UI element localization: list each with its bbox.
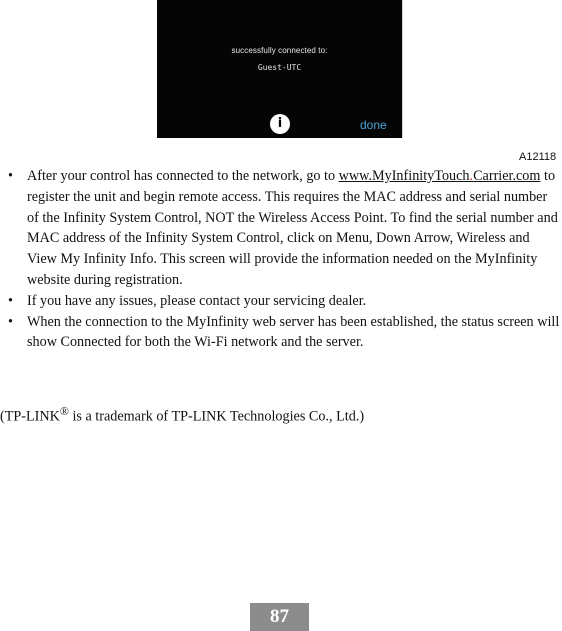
bullet-icon: • — [8, 292, 13, 309]
bullet-text: When the connection to the MyInfinity web server has been established, the status screen will show Connected for both the Wi-Fi network and the server. — [27, 313, 560, 351]
link-text-start: www.MyInfinityTouch — [338, 168, 470, 184]
bullet-text-rest: to register the unit and begin remote access. This requires the MAC address and serial number of the Infinity System Control, NOT the Wireless Access Point. To find the serial number and MAC address of the Infinity System Control, click on Menu, Down Arrow, Wireless and View My Infinity Info. This screen will provide the information needed on the MyInfinity website during registration. — [27, 168, 558, 288]
list-item — [8, 312, 560, 354]
network-name: Guest-UTC — [257, 63, 302, 72]
info-icon[interactable]: i — [270, 114, 290, 134]
link-text-end: Carrier.com — [473, 168, 541, 184]
page-number: 87 — [250, 603, 309, 631]
trademark-text-end: is a trademark of TP-LINK Technologies Co., Ltd.) — [68, 408, 365, 425]
list-item — [8, 166, 560, 291]
bullet-icon: • — [8, 313, 13, 330]
trademark-note — [0, 401, 364, 427]
registered-mark: ® — [59, 404, 69, 418]
connection-message: successfully connected to: — [231, 46, 328, 55]
figure-code: A12118 — [519, 151, 557, 163]
bullet-icon: • — [8, 168, 13, 184]
trademark-text-start: (TP-LINK — [0, 408, 60, 425]
bullet-text-intro: After your control has connected to the network, go to — [27, 168, 339, 184]
bullet-text: If you have any issues, please contact your servicing dealer. — [27, 292, 367, 309]
registration-link[interactable] — [339, 168, 541, 184]
link-text-dot: . — [469, 168, 474, 184]
done-button[interactable]: done — [360, 118, 387, 132]
thermostat-screen — [157, 0, 403, 138]
list-item — [8, 291, 560, 312]
instruction-list — [8, 166, 560, 353]
